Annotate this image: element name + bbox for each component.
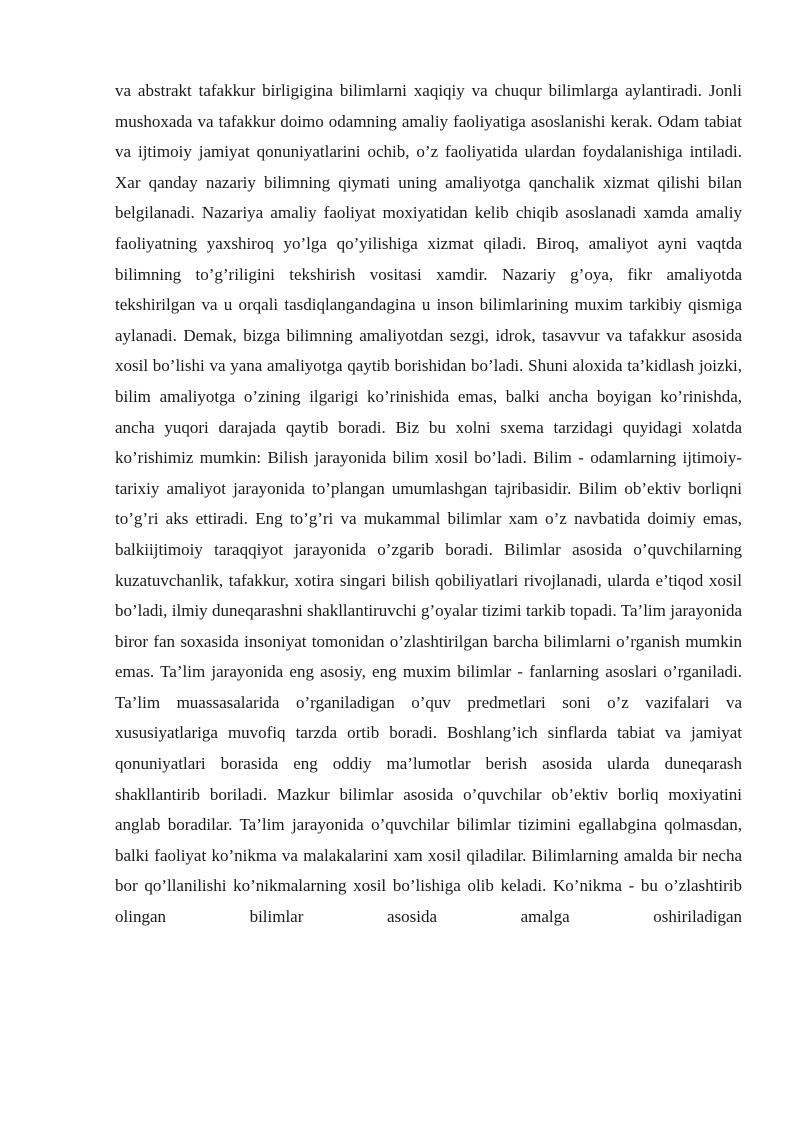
body-paragraph: va abstrakt tafakkur birligigina bilimlarni xaqiqiy va chuqur bilimlarga aylantiradi. Jonli mushoxada va tafakkur doimo odamning amaliy faoliyatiga asoslanishi kerak. Odam tabiat va ijtimoiy jamiyat qonuniyatlarini ochib, o’z faoliyatida ulardan foydalanishiga intiladi. Xar qanday nazariy bilimning qiymati uning amaliyotga qanchalik xizmat qilishi bilan belgilanadi. Nazariya amaliy faoliyat moxiyatidan kelib chiqib asoslanadi xamda amaliy faoliyatning yaxshiroq yo’lga qo’yilishiga xizmat qiladi. Biroq, amaliyot ayni vaqtda bilimning to’g’riligini tekshirish vositasi xamdir. Nazariy g’oya, fikr amaliyotda tekshirilgan va u orqali tasdiqlangandagina u inson bilimlarining muxim tarkibiy qismiga aylanadi. Demak, bizga bilimning amaliyotdan sezgi, idrok, tasavvur va tafakkur asosida xosil bo’lishi va yana amaliyotga qaytib borishidan bo’ladi. Shuni aloxida ta’kidlash joizki, bilim amaliyotga o’zining ilgarigi ko’rinishida emas, balki ancha boyigan ko’rinishda, ancha yuqori darajada qaytib boradi. Biz bu xolni sxema tarzidagi quyidagi xolatda ko’rishimiz mumkin: Bilish jarayonida bilim xosil bo’ladi. Bilim - odamlarning ijtimoiy-tarixiy amaliyot jarayonida to’plangan umumlashgan tajribasidir. Bilim ob’ektiv borliqni to’g’ri aks ettiradi. Eng to’g’ri va mukammal bilimlar xam o’z navbatida doimiy emas, balkiijtimoiy taraqqiyot jarayonida o’zgarib boradi. Bilimlar asosida o’quvchilarning kuzatuvchanlik, tafakkur, xotira singari bilish qobiliyatlari rivojlanadi, ularda e’tiqod xosil bo’ladi, ilmiy duneqarashni shakllantiruvchi g’oyalar tizimi tarkib topadi. Ta’lim jarayonida biror fan soxasida insoniyat tomonidan o’zlashtirilgan barcha bilimlarni o’rganish mumkin emas. Ta’lim jarayonida eng asosiy, eng muxim bilimlar - fanlarning asoslari o’rganiladi. Ta’lim muassasalarida o’rganiladigan o’quv predmetlari soni o’z vazifalari va xususiyatlariga muvofiq tarzda ortib boradi. Boshlang’ich sinflarda tabiat va jamiyat qonuniyatlari borasida eng oddiy ma’lumotlar berish asosida ularda duneqarash shakllantirib boriladi. Mazkur bilimlar asosida o’quvchilar ob’ektiv borliq moxiyatini anglab boradilar. Ta’lim jarayonida o’quvchilar bilimlar tizimini egallabgina qolmasdan, balki faoliyat ko’nikma va malakalarini xam xosil qiladilar. Bilimlarning amalda bir necha bor qo’llanilishi ko’nikmalarning xosil bo’lishiga olib keladi. Ko’nikma - bu o’zlashtirib olingan bilimlar asosida amalga oshiriladigan xyxy=(115,81,742,927)
document-page xyxy=(115,76,742,933)
